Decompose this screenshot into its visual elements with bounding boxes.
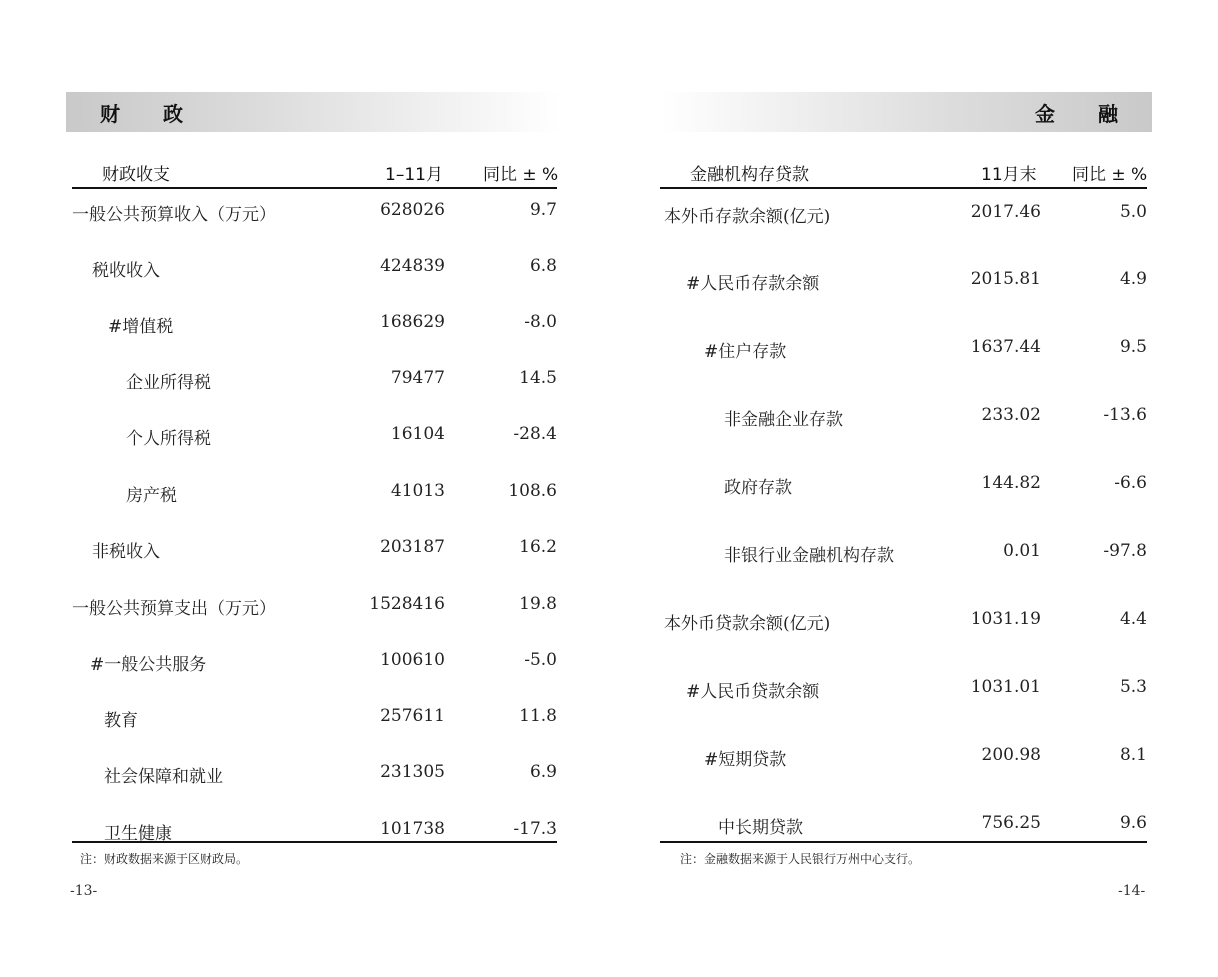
table-row [660,609,1147,633]
row-label: 非税收入 [92,542,160,562]
row-change: 6.9 [529,762,557,782]
row-label: #住户存款 [704,342,787,362]
finance-section-header [66,92,560,132]
finance-note: 注：财政数据来源于区财政局。 [80,852,249,866]
table-row [72,312,557,336]
row-change: 5.3 [1119,677,1147,697]
row-change: 9.6 [1119,813,1147,833]
row-label: 房产税 [126,486,177,506]
row-value: 756.25 [981,813,1041,833]
row-value: 233.02 [981,405,1041,425]
row-change: 9.7 [529,200,557,220]
page-number-left: -13- [70,883,98,899]
row-label: #人民币存款余额 [686,274,820,294]
table-row [72,200,557,224]
table-row [72,481,557,505]
row-value: 1528416 [369,594,445,614]
row-value: 628026 [380,200,445,220]
row-value: 200.98 [981,745,1041,765]
row-label: 卫生健康 [104,824,172,844]
finance-section-title: 财 政 [100,101,201,126]
row-change: 108.6 [508,481,557,501]
page-number-right: -14- [1118,883,1146,899]
table-row [72,256,557,280]
banking-table-bottom-rule [660,841,1147,843]
table-row [660,541,1147,565]
row-change: 9.5 [1119,337,1147,357]
row-label: 政府存款 [724,478,792,498]
table-row [660,405,1147,429]
row-value: 144.82 [981,473,1041,493]
table-row [72,650,557,674]
row-label: 非银行业金融机构存款 [724,546,894,566]
row-change: 19.8 [519,594,557,614]
row-value: 203187 [380,537,445,557]
row-value: 1031.19 [970,609,1041,629]
row-label: 本外币贷款余额(亿元) [664,614,831,634]
table-row [72,706,557,730]
row-label: 税收收入 [92,261,160,281]
finance-col-label-header: 财政收支 [102,165,170,185]
row-label: 社会保障和就业 [104,767,223,787]
row-label: 一般公共预算收入（万元） [72,205,276,225]
banking-section-header [660,92,1152,132]
finance-col-change-header: 同比 ± % [483,165,559,185]
banking-note: 注：金融数据来源于人民银行万州中心支行。 [680,852,921,866]
row-label: 非金融企业存款 [724,410,843,430]
row-change: 4.4 [1119,609,1147,629]
table-row [72,424,557,448]
row-change: -13.6 [1103,405,1147,425]
row-label: 本外币存款余额(亿元) [664,207,831,227]
row-value: 101738 [380,819,445,839]
table-row [660,473,1147,497]
row-label: 中长期贷款 [718,818,803,838]
row-value: 0.01 [1003,541,1041,561]
table-row [72,762,557,786]
banking-col-label-header: 金融机构存贷款 [690,165,809,185]
table-row [660,677,1147,701]
table-row [660,269,1147,293]
row-value: 1637.44 [970,337,1041,357]
row-label: 教育 [104,711,138,731]
table-row [72,537,557,561]
row-value: 257611 [380,706,445,726]
banking-section-title: 金 融 [1035,101,1136,126]
row-value: 79477 [390,368,445,388]
row-change: 11.8 [519,706,557,726]
row-change: 5.0 [1119,202,1147,222]
row-label: 个人所得税 [126,429,211,449]
table-row [660,337,1147,361]
row-label: 企业所得税 [126,373,211,393]
row-value: 16104 [390,424,445,444]
row-value: 2017.46 [970,202,1041,222]
row-change: -28.4 [513,424,557,444]
row-change: -6.6 [1114,473,1147,493]
table-row [660,813,1147,837]
row-value: 41013 [390,481,445,501]
row-label: #一般公共服务 [90,655,207,675]
row-change: 14.5 [519,368,557,388]
finance-col-value-header: 1–11月 [385,165,443,185]
row-label: #人民币贷款余额 [686,682,820,702]
table-row [72,368,557,392]
row-value: 2015.81 [970,269,1041,289]
row-label: 一般公共预算支出（万元） [72,599,276,619]
row-label: #增值税 [108,317,174,337]
row-change: -97.8 [1103,541,1147,561]
banking-col-change-header: 同比 ± % [1072,165,1148,185]
row-value: 168629 [380,312,445,332]
row-change: -17.3 [513,819,557,839]
row-value: 231305 [380,762,445,782]
banking-col-value-header: 11月末 [981,165,1037,185]
table-row [72,819,557,843]
row-change: 4.9 [1119,269,1147,289]
row-change: 16.2 [519,537,557,557]
table-row [660,202,1147,226]
row-change: -5.0 [524,650,557,670]
finance-table-header [72,155,557,189]
banking-table-header [660,155,1147,189]
row-label: #短期贷款 [704,750,787,770]
table-row [660,745,1147,769]
row-change: 8.1 [1119,745,1147,765]
row-change: -8.0 [524,312,557,332]
row-value: 100610 [380,650,445,670]
row-change: 6.8 [529,256,557,276]
row-value: 1031.01 [970,677,1041,697]
table-row [72,594,557,618]
row-value: 424839 [380,256,445,276]
finance-table-bottom-rule [72,841,557,843]
